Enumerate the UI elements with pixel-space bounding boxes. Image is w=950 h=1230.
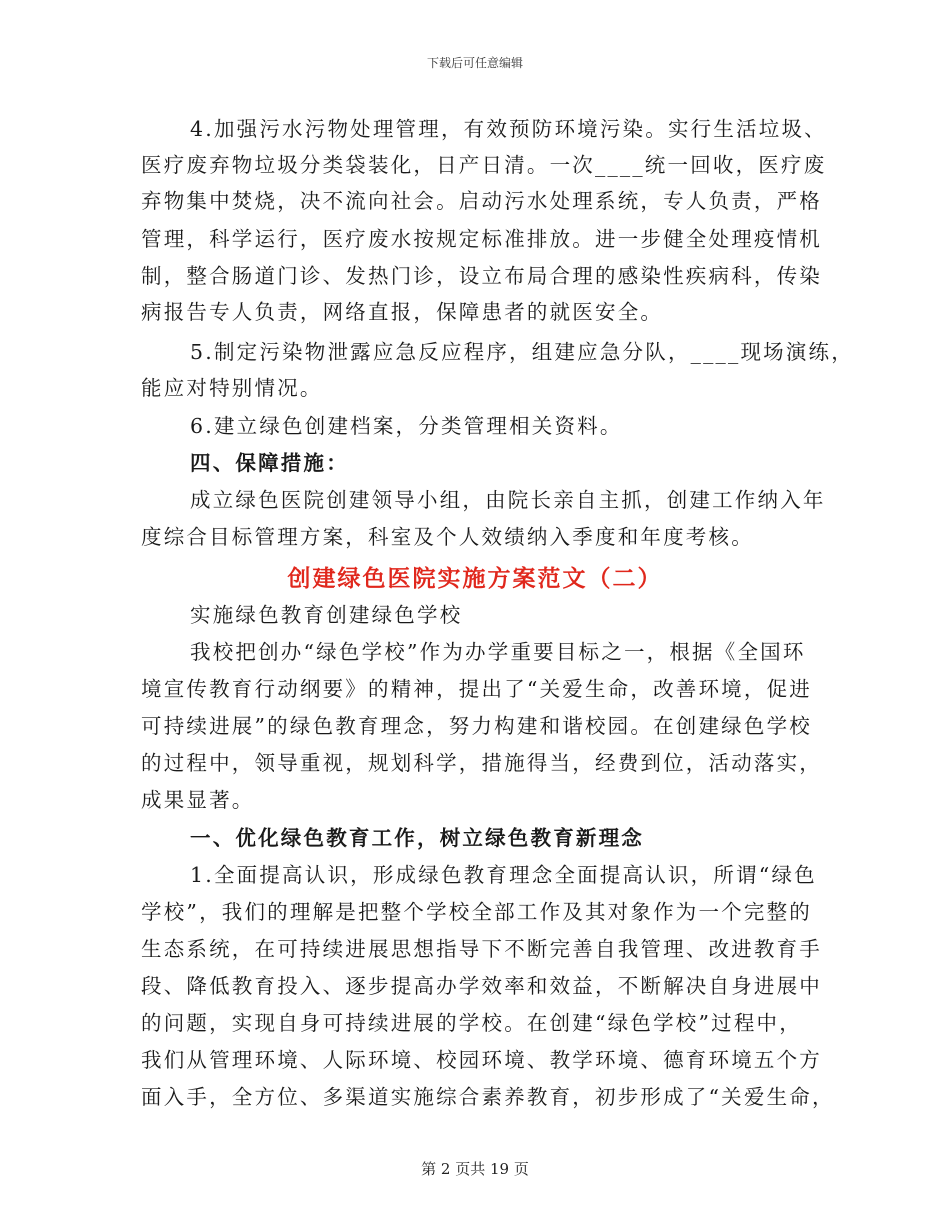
paragraph-line: 6.建立绿色创建档案，分类管理相关资料。	[190, 414, 623, 438]
section-heading: 四、保障措施：	[190, 451, 349, 475]
paragraph-line: 管理，科学运行，医疗废水按规定标准排放。进一步健全处理疫情机	[141, 227, 822, 251]
paragraph-line: 弃物集中焚烧，决不流向社会。启动污水处理系统，专人负责，严格	[141, 189, 822, 213]
paragraph-line: 学校”，我们的理解是把整个学校全部工作及其对象作为一个完整的	[141, 900, 812, 924]
page-footer: 第 2 页共 19 页	[421, 1160, 529, 1178]
paragraph-line: 我们从管理环境、人际环境、校园环境、教学环境、德育环境五个方	[141, 1048, 822, 1072]
paragraph-line: 度综合目标管理方案，科室及个人效绩纳入季度和年度考核。	[141, 525, 754, 549]
paragraph-line: 病报告专人负责，网络直报，保障患者的就医安全。	[141, 300, 664, 324]
paragraph-line: 段、降低教育投入、逐步提高办学效率和效益，不断解决自身进展中	[141, 974, 822, 998]
paragraph-line: 4.加强污水污物处理管理，有效预防环境污染。实行生活垃圾、	[190, 117, 827, 141]
paragraph-line: 的问题，实现自身可持续进展的学校。在创建“绿色学校”过程中，	[141, 1011, 802, 1035]
paragraph-line: 1.全面提高认识，形成绿色教育理念全面提高认识，所谓“绿色	[190, 863, 817, 887]
paragraph-line: 成果显著。	[141, 788, 255, 812]
paragraph-line: 的过程中，领导重视，规划科学，措施得当，经费到位，活动落实，	[141, 751, 822, 775]
paragraph-line: 能应对特别情况。	[141, 376, 323, 400]
document-title: 创建绿色医院实施方案范文（二）	[287, 566, 663, 592]
paragraph-line: 成立绿色医院创建领导小组，由院长亲自主抓，创建工作纳入年	[190, 488, 826, 512]
paragraph-line: 我校把创办“绿色学校”作为办学重要目标之一，根据《全国环	[190, 640, 806, 664]
section-heading: 一、优化绿色教育工作，树立绿色教育新理念	[190, 826, 644, 850]
subtitle: 实施绿色教育创建绿色学校	[190, 603, 463, 627]
paragraph-line: 面入手，全方位、多渠道实施综合素养教育，初步形成了“关爱生命，	[141, 1085, 835, 1109]
paragraph-line: 5.制定污染物泄露应急反应程序，组建应急分队，____现场演练，	[190, 340, 854, 364]
paragraph-line: 制，整合肠道门诊、发热门诊，设立布局合理的感染性疾病科，传染	[141, 264, 822, 288]
paragraph-line: 可持续进展”的绿色教育理念，努力构建和谐校园。在创建绿色学校	[141, 714, 812, 738]
paragraph-line: 境宣传教育行动纲要》的精神，提出了“关爱生命，改善环境，促进	[141, 677, 812, 701]
paragraph-line: 医疗废弃物垃圾分类袋装化，日产日清。一次____统一回收，医疗废	[141, 153, 827, 177]
page-header: 下载后可任意编辑	[426, 56, 523, 70]
paragraph-line: 生态系统，在可持续进展思想指导下不断完善自我管理、改进教育手	[141, 937, 822, 961]
